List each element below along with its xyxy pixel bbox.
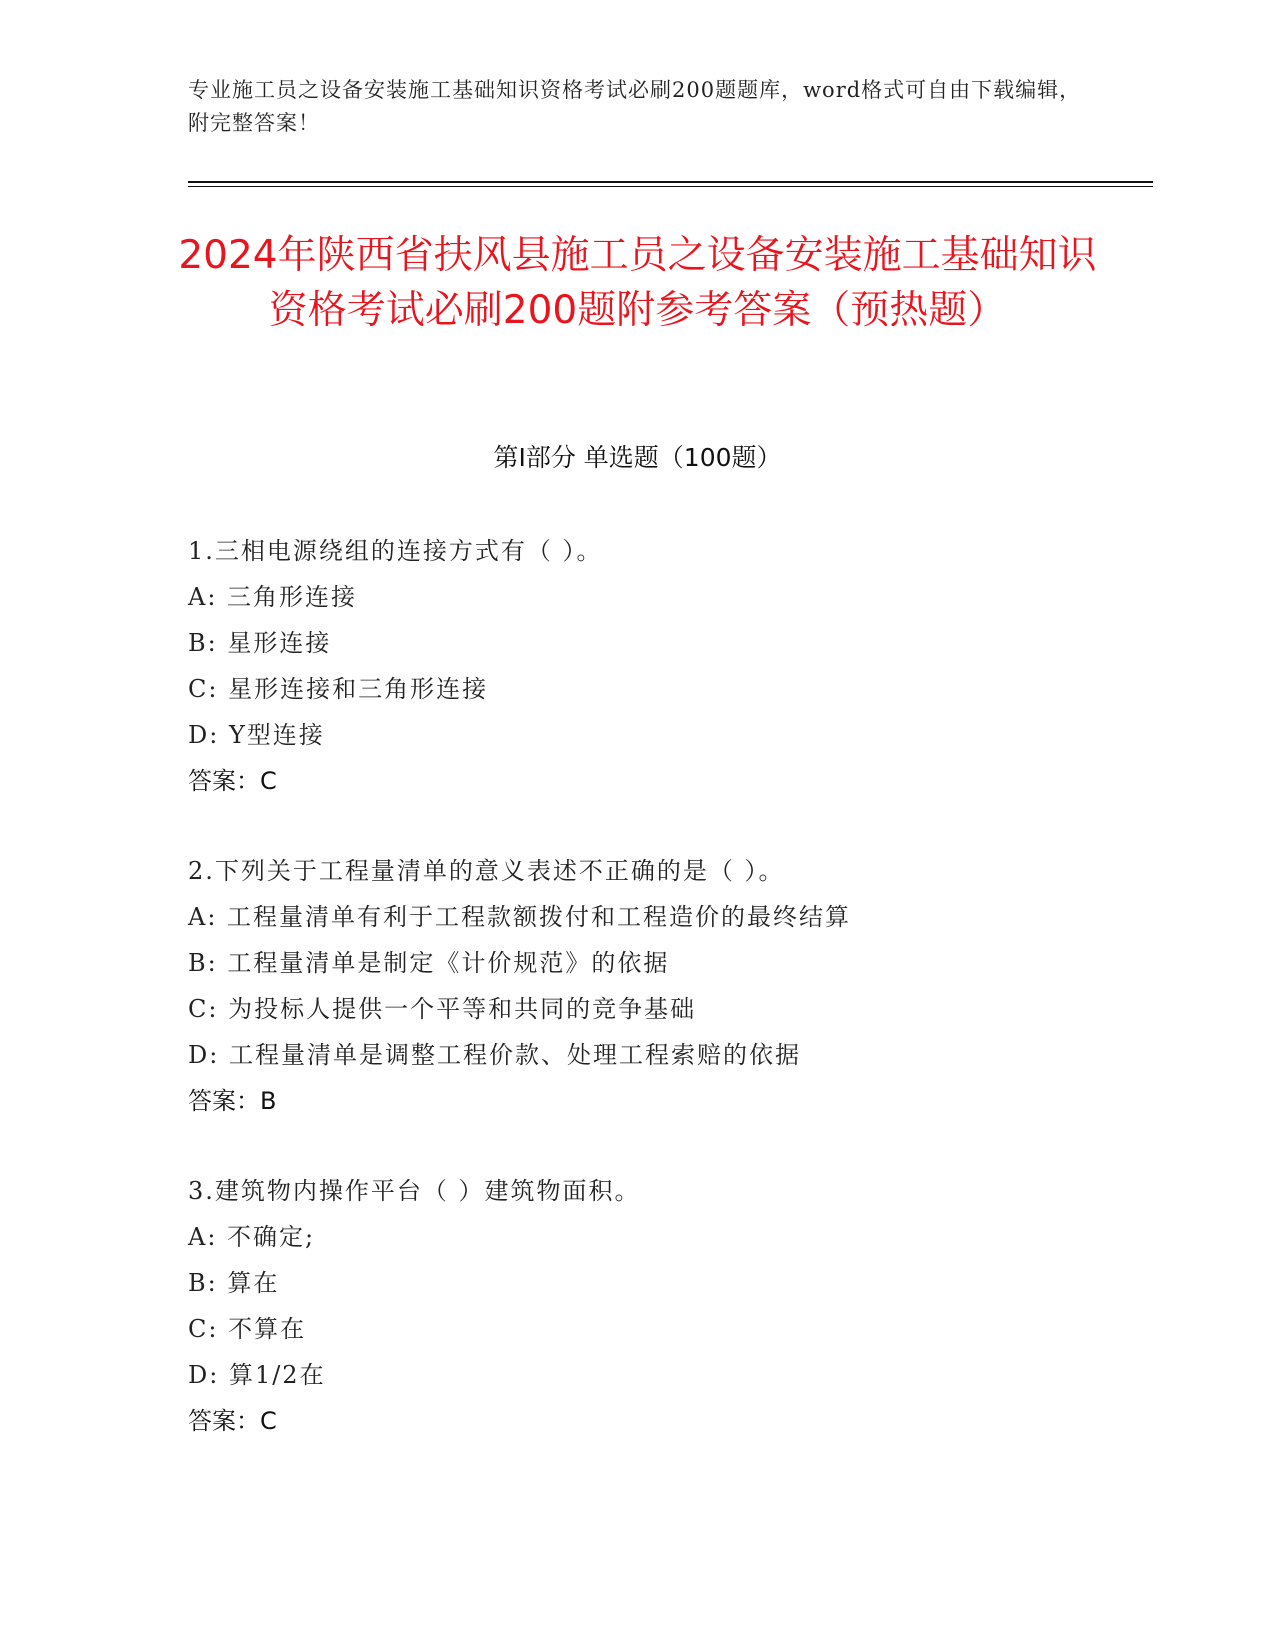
header-divider-thick	[188, 181, 1153, 183]
question-3	[188, 1168, 1148, 1444]
question-2	[188, 848, 1148, 1124]
option-c: C: 不算在	[188, 1315, 307, 1343]
option-c: C: 星形连接和三角形连接	[188, 675, 489, 703]
section-heading: 第I部分 单选题（100题）	[493, 443, 782, 472]
option-a: A: 不确定;	[188, 1223, 316, 1251]
question-stem: 2.下列关于工程量清单的意义表述不正确的是（ ）。	[188, 857, 785, 885]
option-d: D: Y型连接	[188, 721, 325, 749]
option-d: D: 工程量清单是调整工程价款、处理工程索赔的依据	[188, 1041, 801, 1069]
option-a: A: 工程量清单有利于工程款额拨付和工程造价的最终结算	[188, 903, 852, 931]
answer-line: 答案：B	[188, 1087, 277, 1115]
option-b: B: 算在	[188, 1269, 280, 1297]
question-stem: 3.建筑物内操作平台（ ）建筑物面积。	[188, 1177, 641, 1205]
question-1	[188, 528, 1148, 804]
option-b: B: 工程量清单是制定《计价规范》的依据	[188, 949, 670, 977]
answer-line: 答案：C	[188, 767, 277, 795]
document-title: 2024年陕西省扶风县施工员之设备安装施工基础知识资格考试必刷200题附参考答案（预热题）	[178, 233, 1097, 333]
question-list	[188, 528, 1148, 1488]
option-b: B: 星形连接	[188, 629, 332, 657]
header-note: 专业施工员之设备安装施工基础知识资格考试必刷200题题库，word格式可自由下载编辑，附完整答案！	[188, 78, 1082, 135]
question-stem: 1.三相电源绕组的连接方式有（ ）。	[188, 537, 603, 565]
header-divider-thin	[188, 186, 1153, 187]
option-c: C: 为投标人提供一个平等和共同的竞争基础	[188, 995, 697, 1023]
answer-line: 答案：C	[188, 1407, 277, 1435]
option-d: D: 算1/2在	[188, 1361, 326, 1389]
option-a: A: 三角形连接	[188, 583, 358, 611]
